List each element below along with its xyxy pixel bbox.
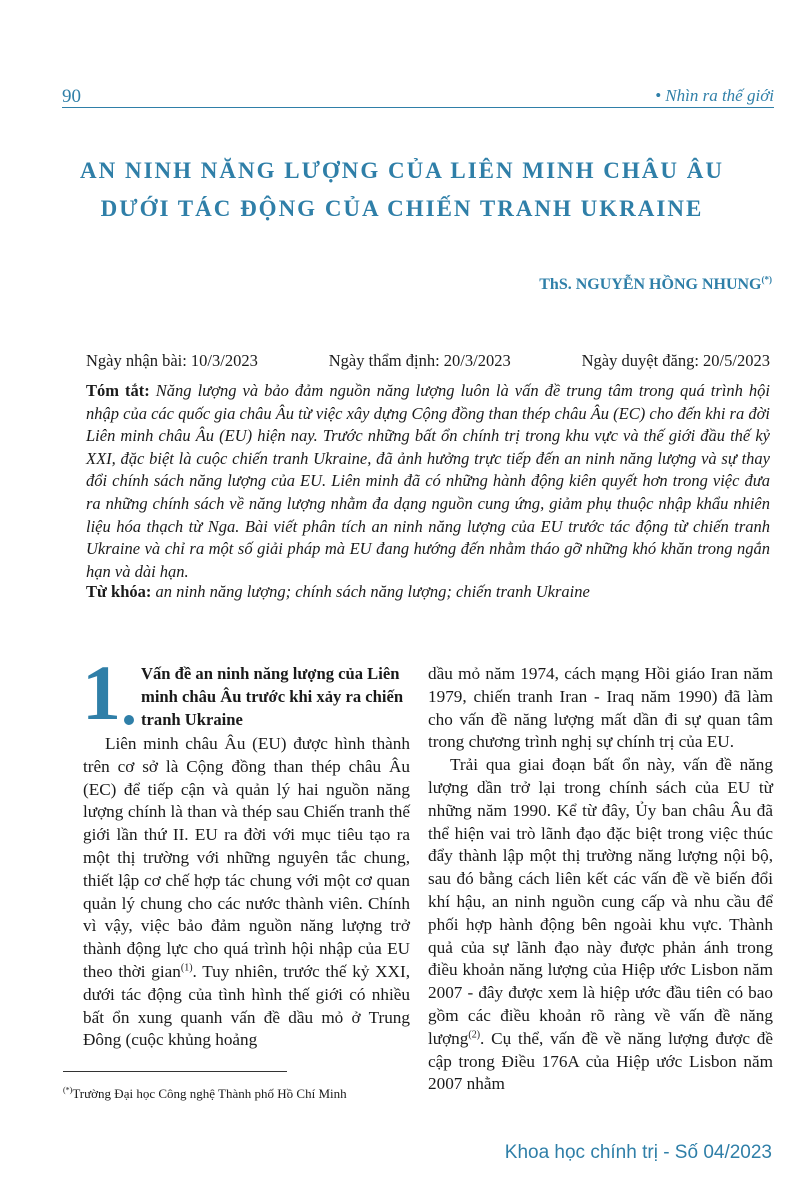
author-note-mark: (*)	[761, 274, 772, 285]
footnote-mark: (*)	[63, 1085, 73, 1095]
article-dates	[86, 351, 770, 371]
right-column	[428, 663, 773, 1096]
body-paragraph: dầu mỏ năm 1974, cách mạng Hồi giáo Iran năm 1979, chiến tranh Iran - Iraq năm 1990) đã làm cho vấn đề năng lượng mất dần đi sự quan tâm trong chương trình nghị sự chính trị của EU.	[428, 664, 773, 752]
journal-footer: Khoa học chính trị - Số 04/2023	[504, 1142, 772, 1163]
keywords-text: an ninh năng lượng; chính sách năng lượng; chiến tranh Ukraine	[155, 582, 590, 601]
title-line-2: DƯỚI TÁC ĐỘNG CỦA CHIẾN TRANH UKRAINE	[100, 196, 704, 221]
header-rule	[62, 107, 774, 108]
date-received: Ngày nhận bài: 10/3/2023	[86, 351, 258, 370]
keywords-label: Từ khóa:	[86, 582, 152, 601]
citation-ref: (2)	[468, 1029, 481, 1041]
section-title: Vấn đề an ninh năng lượng của Liên minh châu Âu trước khi xảy ra chiến tranh Ukraine	[141, 664, 404, 729]
author-name: ThS. NGUYỄN HỒNG NHUNG	[539, 276, 762, 293]
abstract-label: Tóm tắt:	[86, 381, 150, 400]
body-text: . Cụ thể, vấn đề về năng lượng được đề cập trong Điều 176A của Hiệp ước Lisbon năm 2007 nhằm	[428, 1028, 773, 1094]
title-line-1: AN NINH NĂNG LƯỢNG CỦA LIÊN MINH CHÂU ÂU	[80, 158, 724, 183]
date-approved: Ngày duyệt đăng: 20/5/2023	[581, 351, 770, 370]
keywords	[86, 582, 770, 602]
body-paragraph	[428, 754, 773, 1096]
abstract-text: Năng lượng và bảo đảm nguồn năng lượng luôn là vấn đề trung tâm trong quá trình hội nhập của các quốc gia châu Âu từ việc xây dựng Cộng đồng than thép châu Âu (EC) cho đến khi ra đời Liên minh châu Âu (EU) hiện nay. Trước những bất ổn chính trị trong khu vực và thế giới đầu thế kỷ XXI, đặc biệt là cuộc chiến tranh Ukraine, đã ảnh hưởng trực tiếp đến an ninh năng lượng và sự thay đổi chính sách năng lượng của EU. Liên minh đã có những hành động kiên quyết hơn trong việc đưa ra những chính sách về năng lượng nhằm đa dạng nguồn cung ứng, giảm phụ thuộc nhập khẩu nhiên liệu hóa thạch từ Nga. Bài viết phân tích an ninh năng lượng của EU trước tác động từ chiến tranh Ukraine và chỉ ra một số giải pháp mà EU đang hướng đến nhằm tháo gỡ những khó khăn trong ngắn hạn và dài hạn.	[86, 381, 770, 581]
section-number-dot	[124, 715, 134, 725]
body-text: . Tuy nhiên, trước thế kỷ XXI, dưới tác động của tình hình thế giới có nhiều bất ổn xung quanh vấn đề dầu mỏ ở Trung Đông (cuộc khủng hoảng	[83, 961, 410, 1050]
article-title	[0, 152, 804, 228]
footnote	[63, 1086, 413, 1102]
body-text: Trải qua giai đoạn bất ổn này, vấn đề năng lượng dần trở lại trong chính sách của EU từ những năm 1990. Kể từ đây, Ủy ban châu Âu đã thể hiện vai trò lãnh đạo đặc biệt trong việc thúc đẩy thành lập một thị trường năng lượng nội bộ, sau đó bằng cách liên kết các vấn đề về biến đổi khí hậu, an ninh nguồn cung cấp và nhu cầu để phối hợp hành động bên ngoài khu vực. Thành quả của sự lãnh đạo này được phản ánh trong điều khoản năng lượng của Hiệp ước Lisbon năm 2007 - đây được xem là hiệp ước đầu tiên có bao gồm các điều khoản rõ ràng về vấn đề năng lượng	[428, 755, 773, 1048]
footnote-text: Trường Đại học Công nghệ Thành phố Hồ Chí Minh	[72, 1086, 347, 1101]
footnote-rule	[63, 1071, 287, 1072]
date-reviewed: Ngày thẩm định: 20/3/2023	[328, 351, 511, 370]
section-number: 1	[82, 649, 121, 736]
section-label: • Nhìn ra thế giới	[655, 86, 774, 105]
author	[539, 276, 772, 294]
left-column	[83, 733, 410, 1052]
page-number: 90	[62, 86, 81, 107]
body-paragraph	[83, 733, 410, 1052]
abstract	[86, 380, 770, 583]
citation-ref: (1)	[180, 962, 193, 974]
body-text: Liên minh châu Âu (EU) được hình thành trên cơ sở là Cộng đồng than thép châu Âu (EC) để tiếp cận và quản lý hai nguồn năng lượng chính là than và thép sau Chiến tranh thế giới lần thứ II. EU ra đời với mục tiêu tạo ra một thị trường với những nguyên tắc chung, thiết lập cơ chế hợp tác chung với một cơ quan quản lý chung cho các nước thành viên. Chính vì vậy, việc bảo đảm nguồn năng lượng trở thành động lực cho quá trình hội nhập của EU theo thời gian	[83, 734, 410, 981]
